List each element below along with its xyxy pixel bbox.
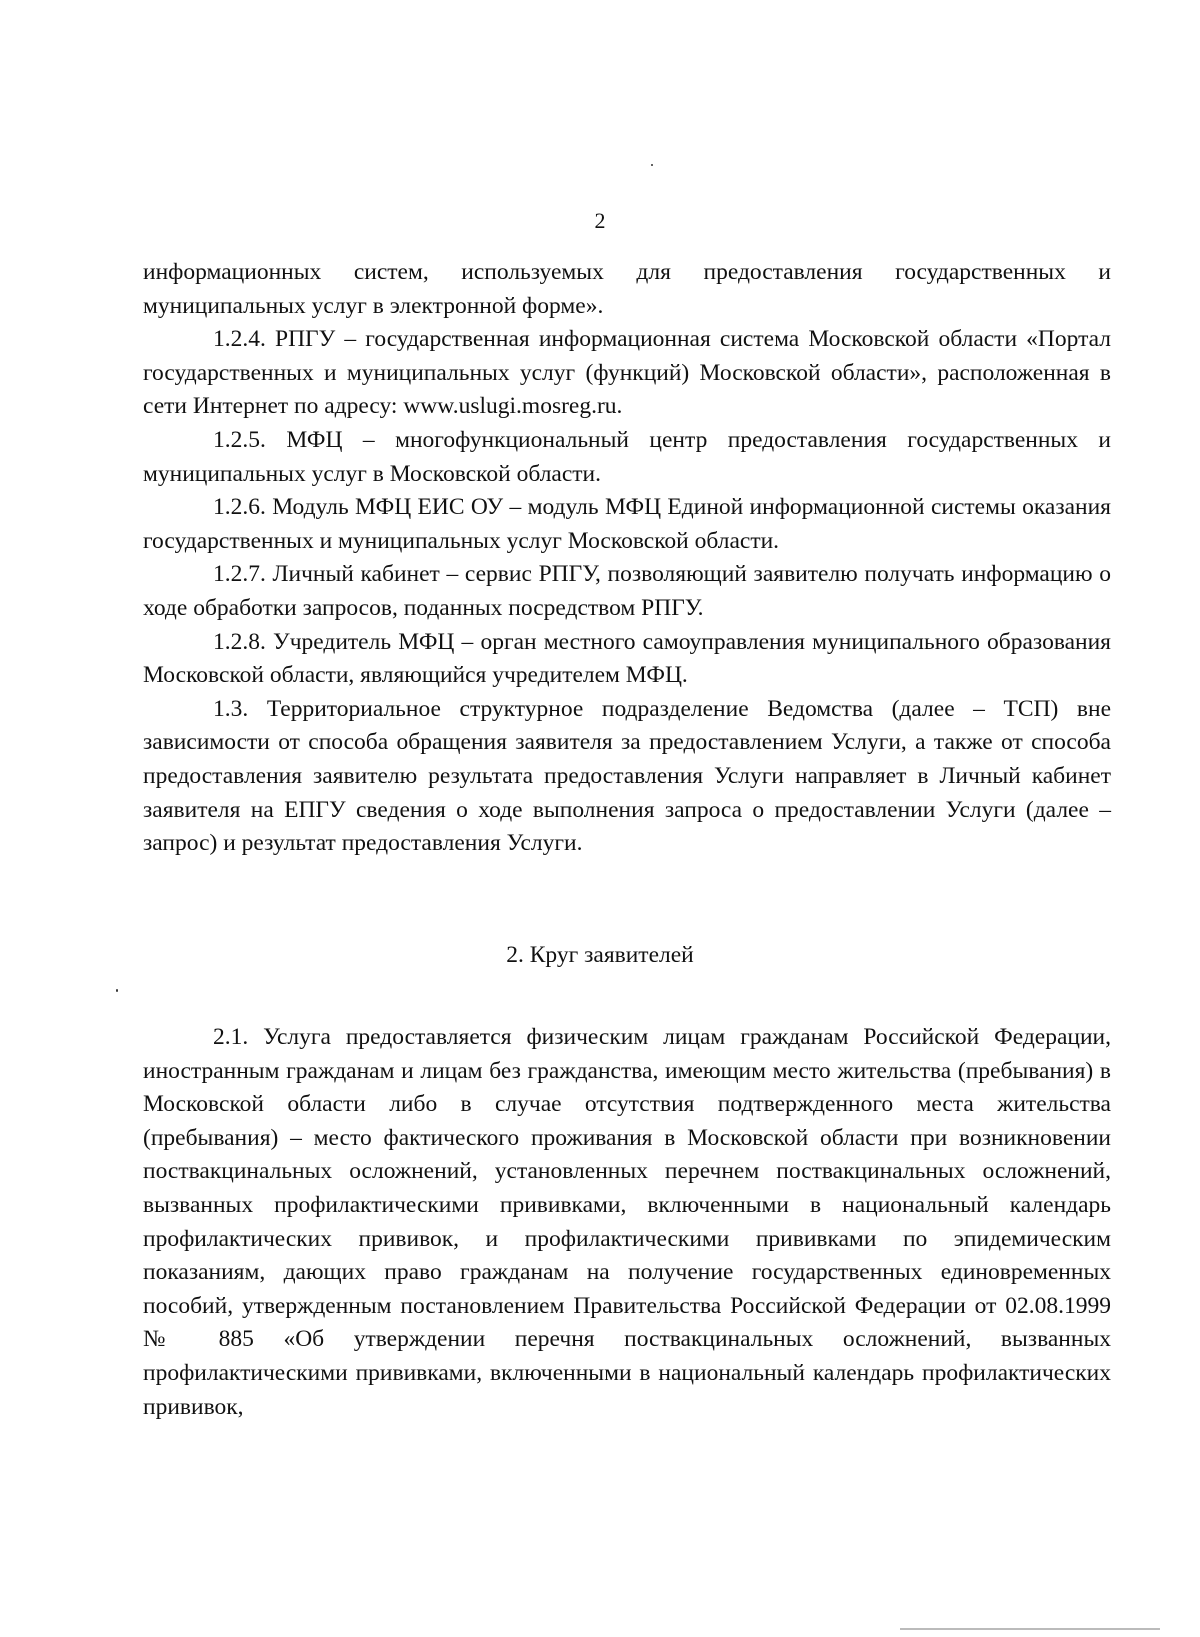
scan-speck bbox=[651, 164, 653, 166]
scan-edge-line bbox=[900, 1628, 1160, 1630]
paragraph-1-3: 1.3. Территориальное структурное подразделение Ведомства (далее – ТСП) вне зависимости от способа обращения заявителя за предоставлением Услуги, а также от способа предоставления заявителю результата предоставления Услуги направляет в Личный кабинет заявителя на ЕПГУ сведения о ходе выполнения запроса о предоставлении Услуги (далее – запрос) и результат предоставления Услуги. bbox=[143, 695, 1111, 857]
text-block-definitions bbox=[143, 256, 1111, 861]
paragraph-1-2-6: 1.2.6. Модуль МФЦ ЕИС ОУ – модуль МФЦ Единой информационной системы оказания государственных и муниципальных услуг Московской области. bbox=[143, 494, 1111, 554]
paragraph-1-2-8: 1.2.8. Учредитель МФЦ – орган местного самоуправления муниципального образования Московской области, являющийся учредителем МФЦ. bbox=[143, 628, 1111, 689]
page-number: 2 bbox=[594, 208, 606, 233]
section-heading: 2. Круг заявителей bbox=[506, 942, 694, 968]
paragraph-continuation: информационных систем, используемых для предоставления государственных и муниципальных услуг в электронной форме». bbox=[143, 259, 1111, 319]
paragraph-1-2-7: 1.2.7. Личный кабинет – сервис РПГУ, позволяющий заявителю получать информацию о ходе обработки запросов, поданных посредством РПГУ. bbox=[143, 561, 1111, 621]
scan-speck bbox=[116, 989, 118, 992]
paragraph-1-2-5: 1.2.5. МФЦ – многофункциональный центр предоставления государственных и муниципальных услуг в Московской области. bbox=[143, 426, 1111, 487]
paragraph-1-2-4: 1.2.4. РПГУ – государственная информационная система Московской области «Портал государственных и муниципальных услуг (функций) Московской области», расположенная в сети Интернет по адресу: www.uslugi.mosreg.ru. bbox=[143, 326, 1111, 420]
paragraph-2-1: 2.1. Услуга предоставляется физическим лицам гражданам Российской Федерации, иностранным гражданам и лицам без гражданства, имеющим место жительства (пребывания) в Московской области либо в случае отсутствия подтвержденного места жительства (пребывания) – место фактического проживания в Московской области при возникновении поствакцинальных осложнений, установленных перечнем поствакцинальных осложнений, вызванных профилактическими прививками, включенными в национальный календарь профилактических прививок, и профилактическими прививками по эпидемическим показаниям, дающих право гражданам на получение государственных единовременных пособий, утвержденным постановлением Правительства Российской Федерации от 02.08.1999 № 885 «Об утверждении перечня поствакцинальных осложнений, вызванных профилактическими прививками, включенными в национальный календарь профилактических прививок, bbox=[143, 1024, 1111, 1420]
text-block-applicants bbox=[143, 1021, 1111, 1424]
